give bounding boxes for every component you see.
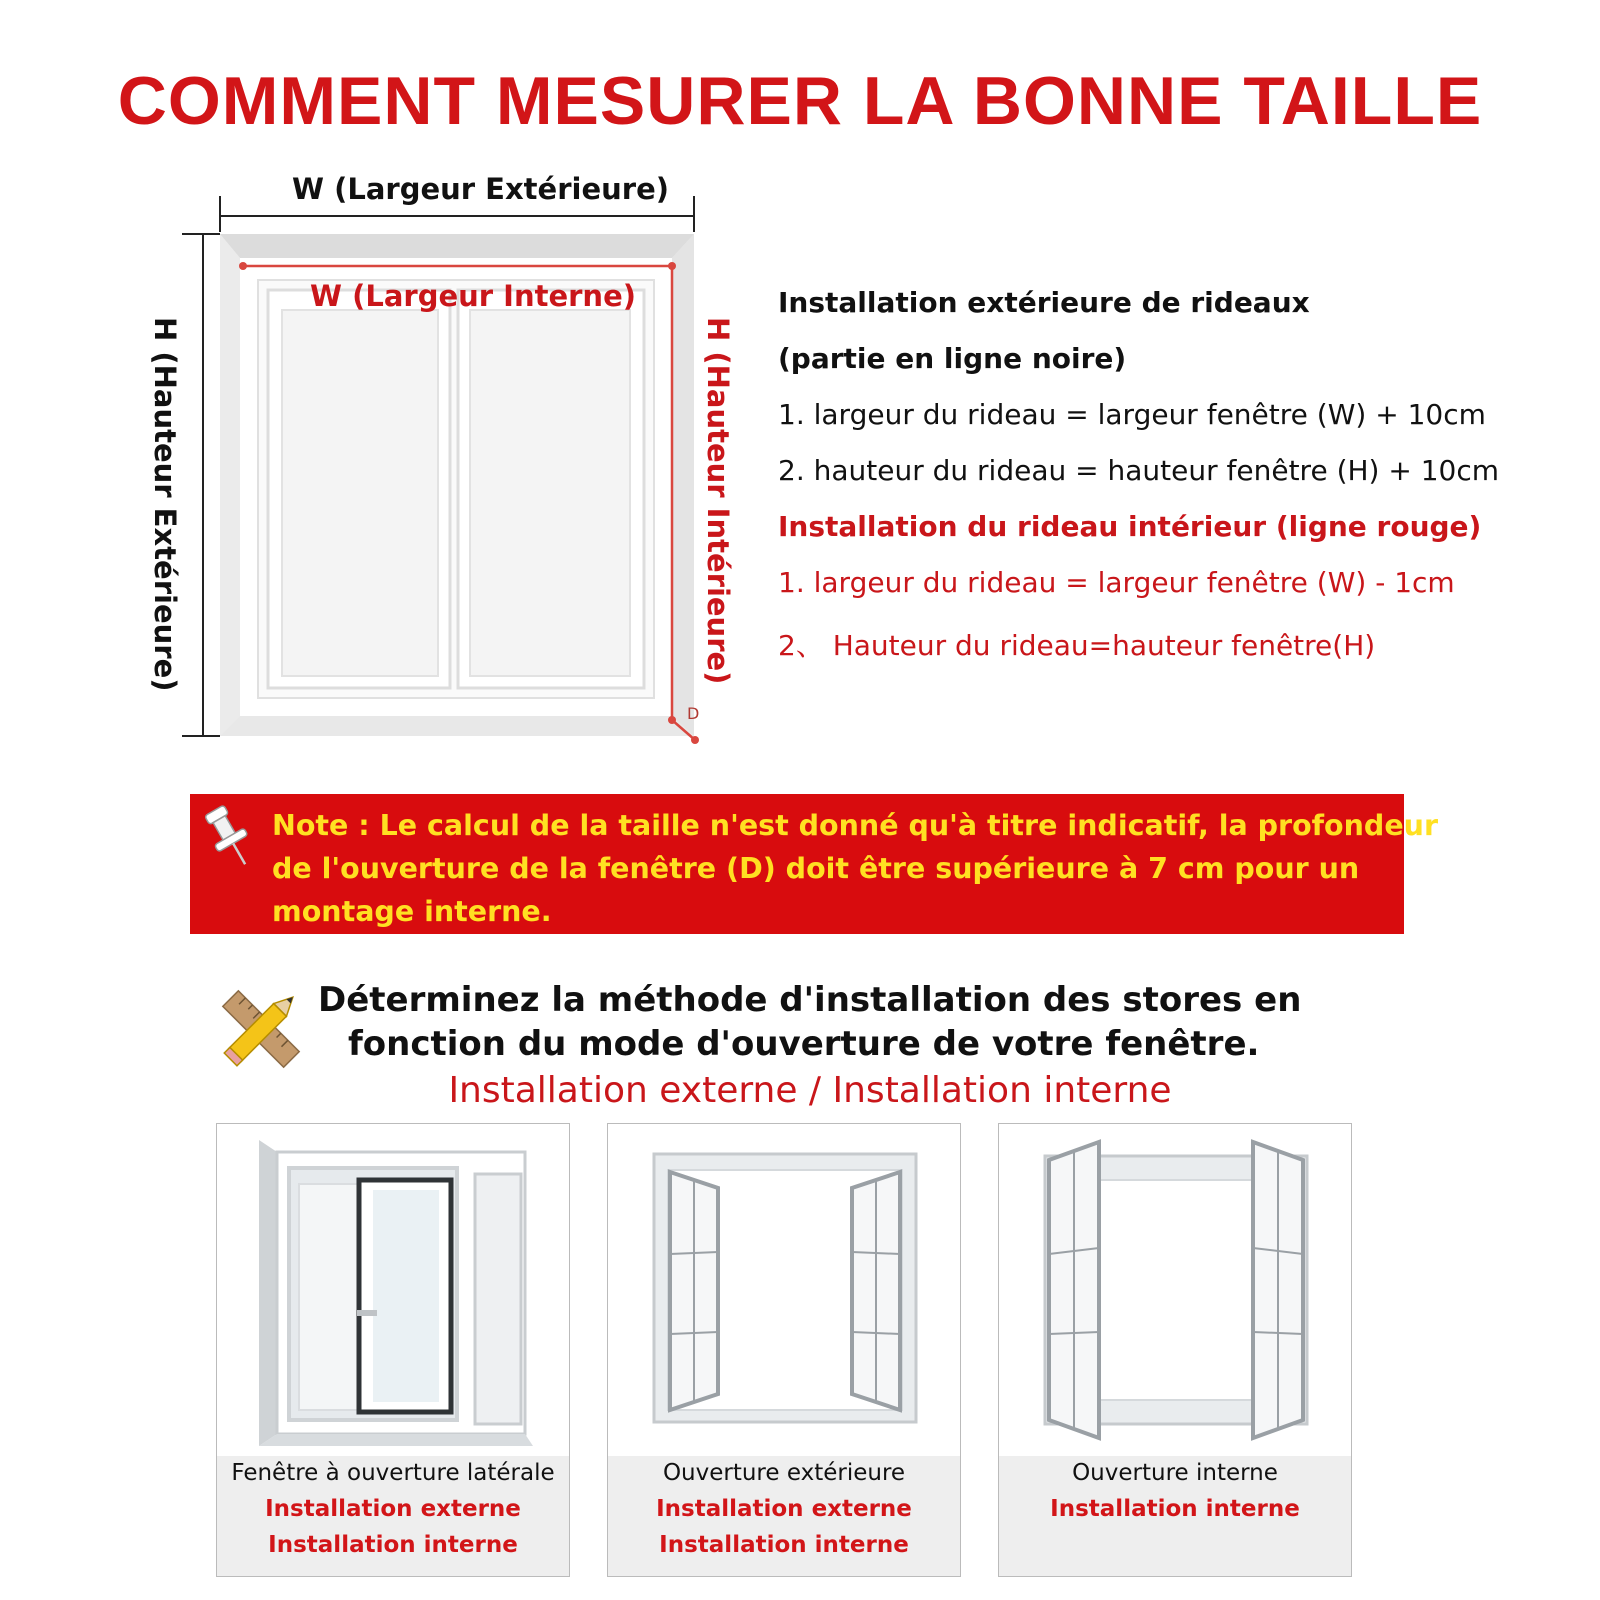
inward-window-illustration: [999, 1124, 1351, 1456]
ruler-pencil-icon: [210, 980, 312, 1078]
sliding-window-illustration: [217, 1124, 569, 1456]
method-heading-line-1: Déterminez la méthode d'installation des stores en: [318, 980, 1302, 1020]
outer-install-heading: Installation extérieure de rideaux: [778, 286, 1310, 319]
card-title: Ouverture interne: [1072, 1460, 1278, 1486]
card-title: Fenêtre à ouverture latérale: [231, 1460, 555, 1486]
card-footer: [608, 1456, 960, 1576]
note-text: [272, 804, 1438, 933]
page-title: COMMENT MESURER LA BONNE TAILLE: [117, 63, 1483, 139]
card-option: Installation interne: [1050, 1496, 1300, 1522]
pushpin-icon: [200, 800, 260, 872]
inner-height-label: H (Hauteur Intérieure): [701, 317, 735, 685]
method-subtitle: Installation externe / Installation interne: [448, 1070, 1172, 1111]
outer-height-label: H (Hauteur Extérieure): [148, 317, 182, 692]
card-option: Installation externe: [265, 1496, 521, 1522]
card-option: Installation interne: [659, 1532, 909, 1558]
window-diagram: [0, 0, 760, 770]
outer-step-1: 1. largeur du rideau = largeur fenêtre (W) + 10cm: [778, 398, 1486, 431]
card-option: Installation externe: [656, 1496, 912, 1522]
inner-step-1: 1. largeur du rideau = largeur fenêtre (W) - 1cm: [778, 566, 1455, 599]
inner-width-label: W (Largeur Interne): [310, 279, 636, 313]
card-side-opening: [216, 1123, 570, 1577]
method-heading-line-2: fonction du mode d'ouverture de votre fenêtre.: [348, 1024, 1260, 1064]
depth-label: D: [687, 704, 700, 723]
outer-install-subheading: (partie en ligne noire): [778, 342, 1127, 375]
note-line-3: montage interne.: [272, 895, 552, 928]
inner-install-heading: Installation du rideau intérieur (ligne rouge): [778, 510, 1482, 543]
card-option: Installation interne: [268, 1532, 518, 1558]
outer-height-dimension: [182, 234, 220, 736]
note-line-1: Note : Le calcul de la taille n'est donné qu'à titre indicatif, la profondeur: [272, 809, 1438, 842]
card-inward-opening: [998, 1123, 1352, 1577]
outer-width-label: W (Largeur Extérieure): [292, 172, 669, 206]
card-outward-opening: [607, 1123, 961, 1577]
card-footer: [999, 1456, 1351, 1576]
note-line-2: de l'ouverture de la fenêtre (D) doit être supérieure à 7 cm pour un: [272, 852, 1360, 885]
outer-step-2: 2. hauteur du rideau = hauteur fenêtre (H) + 10cm: [778, 454, 1500, 487]
outward-window-illustration: [608, 1124, 960, 1456]
card-footer: [217, 1456, 569, 1576]
card-title: Ouverture extérieure: [662, 1460, 906, 1486]
inner-step-2: 2、 Hauteur du rideau=hauteur fenêtre(H): [778, 629, 1376, 662]
